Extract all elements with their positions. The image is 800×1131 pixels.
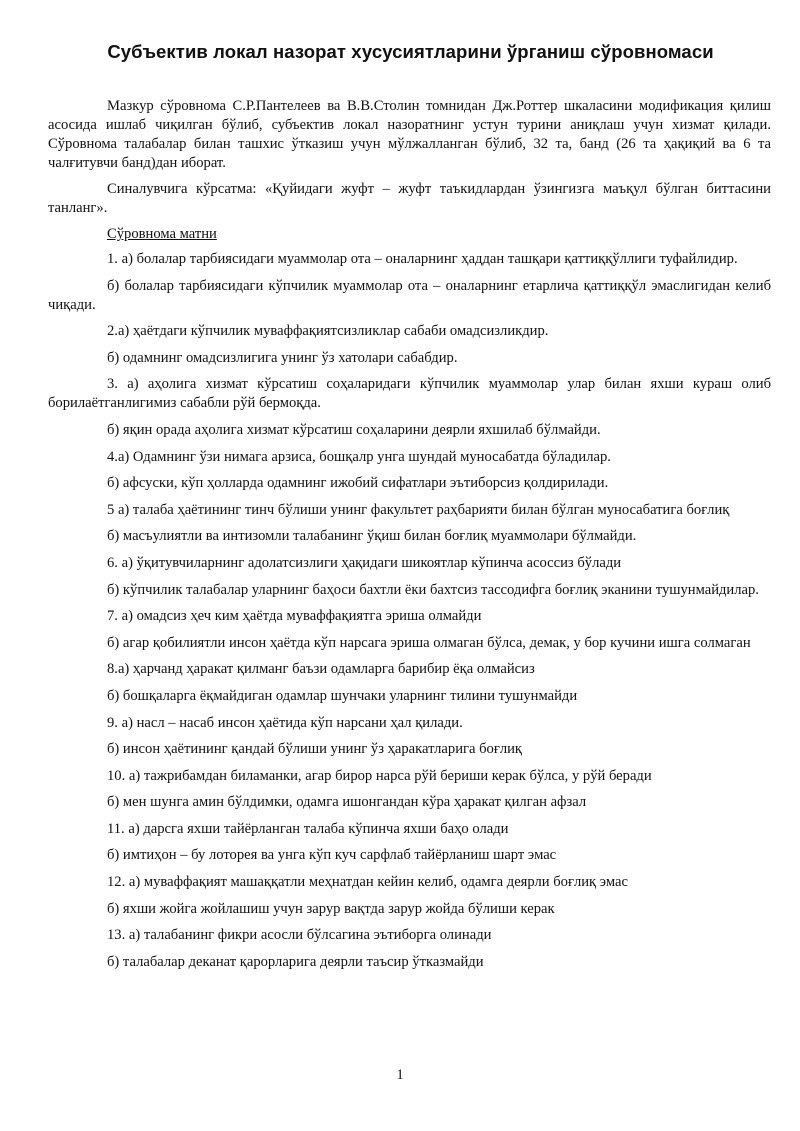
- survey-item: 11. а) дарсга яхши тайёрланган талаба кўпинча яхши баҳо олади: [107, 820, 509, 837]
- survey-item: 8.а) ҳарчанд ҳаракат қилманг баъзи одамларга барибир ёқа олмайсиз: [107, 661, 535, 678]
- survey-item: 7. а) омадсиз ҳеч ким ҳаётда муваффақиятга эриша олмайди: [107, 608, 482, 625]
- survey-item: б) яхши жойга жойлашиш учун зарур вақтда зарур жойда бўлиши керак: [107, 900, 555, 917]
- survey-item: б) инсон ҳаётининг қандай бўлиши унинг ўз ҳаракатларига боғлиқ: [107, 741, 523, 758]
- survey-item: 9. а) насл – насаб инсон ҳаётида кўп нарсани ҳал қилади.: [107, 714, 463, 731]
- survey-item: б) афсуски, кўп ҳолларда одамнинг ижобий сифатлари эътиборсиз қолдирилади.: [107, 475, 609, 492]
- survey-item: б) кўпчилик талабалар уларнинг баҳоси бахтли ёки бахтсиз тассодифга боғлиқ эканини тушунмайдилар.: [107, 581, 759, 598]
- document-body: [48, 97, 771, 979]
- survey-item: б) агар қобилиятли инсон ҳаётда кўп нарсага эриша олмаган бўлса, демак, у бор кучини ишга солмаган: [107, 634, 751, 651]
- survey-item: б) одамнинг омадсизлигига унинг ўз хатолари сабабдир.: [107, 349, 458, 366]
- survey-item: б) имтиҳон – бу лоторея ва унга кўп куч сарфлаб тайёрланиш шарт эмас: [107, 847, 557, 864]
- survey-item: б) мен шунга амин бўлдимки, одамга ишонгандан кўра ҳаракат қилган афзал: [107, 794, 587, 811]
- survey-item: 1. а) болалар тарбиясидаги муаммолар ота – оналарнинг ҳаддан ташқари қаттиққўллиги туфайлидир.: [107, 251, 738, 267]
- page-number: 1: [396, 1067, 404, 1083]
- survey-item: 2.а) ҳаётдаги кўпчилик муваффақиятсизликлар сабаби омадсизликдир.: [107, 323, 549, 340]
- page-title: Субъектив локал назорат хусусиятларини ўрганиш сўровномаси: [107, 41, 714, 62]
- survey-item: 4.а) Одамнинг ўзи нимага арзиса, бошқалр унга шундай муносабатда бўладилар.: [107, 448, 611, 465]
- survey-item: б) талабалар деканат қарорларига деярли таъсир ўтказмайди: [107, 953, 484, 970]
- survey-item: б) яқин орада аҳолига хизмат кўрсатиш соҳаларини деярли яхшилаб бўлмайди.: [107, 421, 601, 438]
- survey-item: 3. а) аҳолига хизмат кўрсатиш соҳаларидаги кўпчилик муаммолар улар билан яхши кураш олиб борилаётганлигимиз сабабли рўй бермоқда.: [48, 376, 771, 412]
- survey-item: б) бошқаларга ёқмайдиган одамлар шунчаки уларнинг тилини тушунмайди: [107, 687, 578, 704]
- intro-paragraph: Мазкур сўровнома С.Р.Пантелеев ва В.В.Столин томнидан Дж.Роттер шкаласини модификация қилиш асосида ишлаб чиқилган бўлиб, субъектив локал назоратнинг устун турини аниқлаш учун хизмат қилади. Сўровнома талабалар билан ташхис ўтказиш учун мўлжалланган бўлиб, 32 та, банд (26 та ҳақиқий ва 6 та чалғитувчи банд)дан иборат.: [48, 98, 771, 171]
- survey-item: б) болалар тарбиясидаги кўпчилик муаммолар ота – оналарнинг етарлича қаттиққўл эмаслигидан келиб чиқади.: [48, 277, 771, 313]
- section-heading: [48, 225, 771, 244]
- survey-item: 13. а) талабанинг фикри асосли бўлсагина эътиборга олинади: [107, 927, 492, 944]
- section-heading-text: Сўровнома матни: [107, 226, 217, 242]
- survey-item: 5 а) талаба ҳаётининг тинч бўлиши унинг факультет раҳбарияти билан бўлган муносабатига боғлиқ: [107, 501, 730, 518]
- survey-item: 12. а) муваффақият машаққатли меҳнатдан кейин келиб, одамга деярли боғлиқ эмас: [107, 874, 629, 891]
- survey-item: 10. а) тажрибамдан биламанки, агар бирор нарса рўй бериши керак бўлса, у рўй беради: [107, 767, 652, 784]
- survey-item: б) масъулиятли ва интизомли талабанинг ўқиш билан боғлиқ муаммолари бўлмайди.: [107, 528, 637, 545]
- survey-item: 6. а) ўқитувчиларнинг адолатсизлиги ҳақидаги шикоятлар кўпинча асоссиз бўлади: [107, 554, 622, 571]
- instruction-paragraph: Синалувчига кўрсатма: «Қуйидаги жуфт – жуфт таъкидлардан ўзингизга маъқул бўлган биттасини танланг».: [48, 181, 771, 216]
